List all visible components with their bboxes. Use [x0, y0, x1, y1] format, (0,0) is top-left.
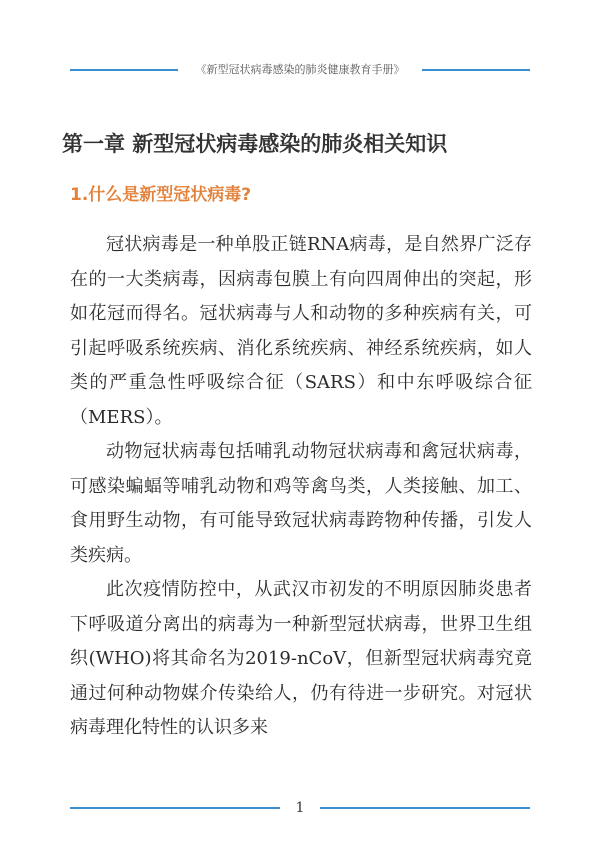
page-number: 1 — [295, 800, 305, 816]
footer-rule-left — [70, 807, 280, 809]
header-rule-left — [70, 69, 178, 71]
chapter-title: 第一章 新型冠状病毒感染的肺炎相关知识 — [62, 132, 448, 156]
header-rule-right — [422, 69, 530, 71]
page-header — [70, 58, 530, 82]
paragraph: 冠状病毒是一种单股正链RNA病毒，是自然界广泛存在的一大类病毒，因病毒包膜上有向四周伸出的突起，形如花冠而得名。冠状病毒与人和动物的多种疾病有关，可引起呼吸系统疾病、消化系统疾病、神经系统疾病，如人类的严重急性呼吸综合征（SARS）和中东呼吸综合征（MERS）。 — [70, 234, 532, 428]
body-text — [70, 228, 532, 746]
paragraph: 动物冠状病毒包括哺乳动物冠状病毒和禽冠状病毒，可感染蝙蝠等哺乳动物和鸡等禽鸟类，人类接触、加工、食用野生动物，有可能导致冠状病毒跨物种传播，引发人类疾病。 — [70, 441, 532, 566]
page-footer — [70, 796, 530, 820]
paragraph: 此次疫情防控中，从武汉市初发的不明原因肺炎患者下呼吸道分离出的病毒为一种新型冠状病毒，世界卫生组织(WHO)将其命名为2019-nCoV，但新型冠状病毒究竟通过何种动物媒介传染给人，仍有待进一步研究。对冠状病毒理化特性的认识多来 — [70, 579, 532, 738]
section-title: 1.什么是新型冠状病毒? — [70, 185, 252, 205]
footer-rule-right — [320, 807, 530, 809]
book-title: 《新型冠状病毒感染的肺炎健康教育手册》 — [195, 63, 405, 76]
